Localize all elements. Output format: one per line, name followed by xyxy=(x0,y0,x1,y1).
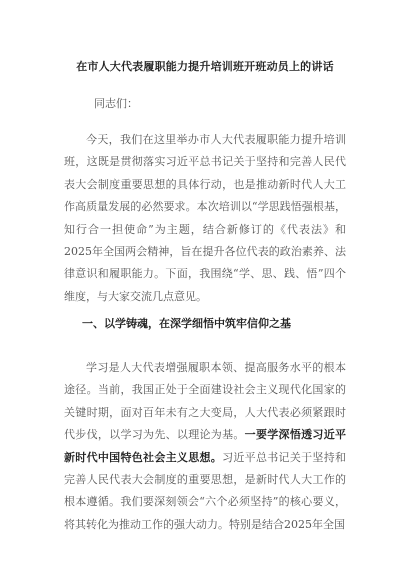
section-heading-1: 一、以学铸魂，在深学细悟中筑牢信仰之基 xyxy=(82,317,291,330)
paragraph-study-emphasis: 一要学深悟透习近平新时代中国特色社会主义思想。 xyxy=(64,428,347,464)
paragraph-study xyxy=(64,357,346,536)
paragraph-study-text-2: 习近平总书记关于坚持和完善人民代表大会制度的重要思想，是新时代人大工作的根本遵循。我们要深刻领会“六个必须坚持”的核心要义，将其转化为推动工作的强大动力。特别是结合2025年全国 xyxy=(64,450,347,531)
salutation: 同志们： xyxy=(94,97,138,110)
paragraph-intro: 今天，我们在这里举办市人大代表履职能力提升培训班，这既是贯彻落实习近平总书记关于坚持和完善人民代表大会制度重要思想的具体行动，也是推动新时代人大工作高质量发展的必然要求。本次培训以“学思践悟强根基，知行合一担使命”为主题，结合新修订的《代表法》和2025年全国两会精神，旨在提升各位代表的政治素养、法律意识和履职能力。下面，我围绕“学、思、践、悟”四个维度，与大家交流几点意见。 xyxy=(64,133,346,303)
paragraph-study-text-1: 学习是人大代表增强履职本领、提高服务水平的根本途径。当前，我国正处于全面建设社会主义现代化国家的关键时期，面对百年未有之大变局，人大代表必须紧跟时代步伐，以学习为先、以理论为基。 xyxy=(64,361,346,442)
document-title: 在市人大代表履职能力提升培训班开班动员上的讲话 xyxy=(76,60,334,73)
